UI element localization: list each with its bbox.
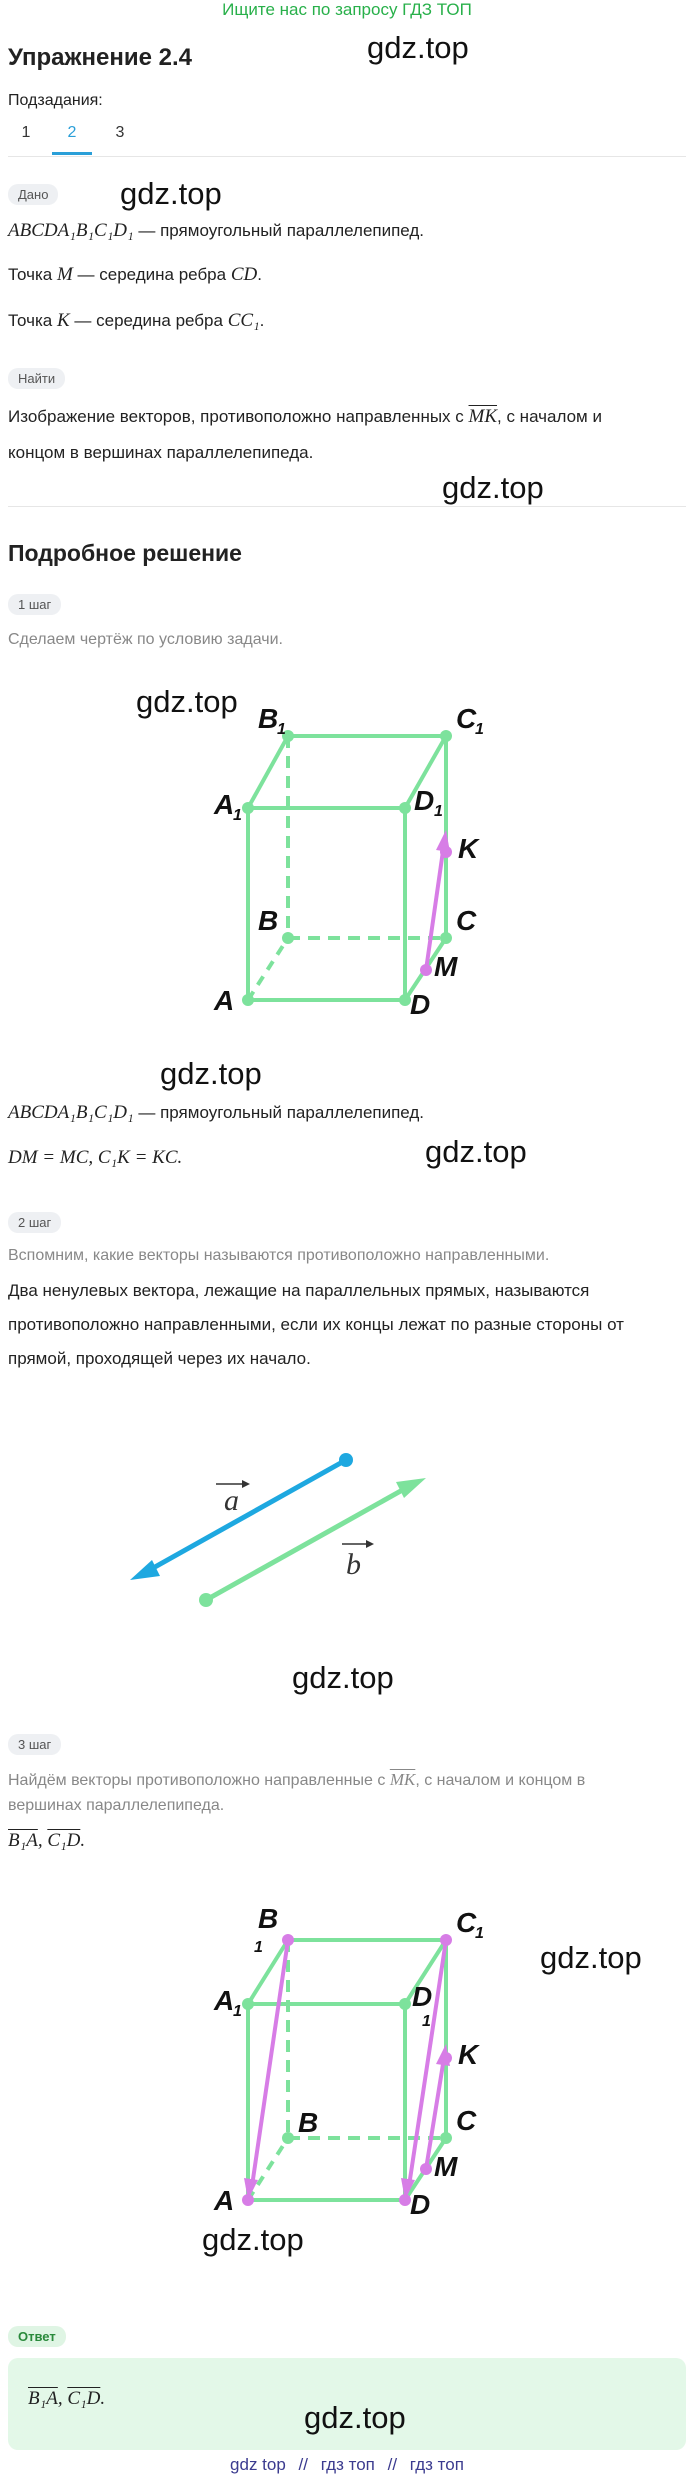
watermark: gdz.top (120, 176, 222, 211)
text: Найдём векторы противоположно направленные с (8, 1772, 390, 1789)
vector-a-overarrow-head (242, 1480, 250, 1488)
step-2-text-3: прямой, проходящей через их начало. (8, 1349, 311, 1368)
label-a1-sub: 1 (233, 2003, 242, 2020)
text: — середина ребра (69, 311, 228, 330)
text: Точка (8, 311, 57, 330)
find-line-2: концом в вершинах параллелепипеда. (8, 443, 314, 462)
watermark: gdz.top (442, 470, 544, 505)
label-k: K (458, 833, 479, 864)
tab-1[interactable]: 1 (21, 124, 31, 141)
vector-b-arrowhead (396, 1478, 426, 1498)
vector-a-label: a (224, 1484, 239, 1517)
solution-title: Подробное решение (8, 540, 242, 566)
point-m-dot (420, 964, 432, 976)
label-k: K (458, 2039, 479, 2070)
step-1-line-1 (8, 1100, 424, 1126)
step-3-hint-1 (8, 1768, 585, 1793)
given-badge: Дано (8, 184, 58, 205)
given-figure-name: ABCDA₁B₁C₁D₁ (8, 220, 134, 241)
divider (8, 506, 686, 507)
given-line-1 (8, 218, 424, 244)
figure-name: ABCDA₁B₁C₁D₁ (8, 1102, 134, 1123)
footer-links (0, 2455, 694, 2475)
label-c1-sub: 1 (475, 721, 484, 738)
page-title: Упражнение 2.4 (8, 44, 193, 71)
label-c1: C (456, 703, 477, 734)
point-k: K (56, 310, 70, 331)
step-2-text-1: Два ненулевых вектора, лежащие на параллельных прямых, называются (8, 1281, 590, 1300)
active-tab-indicator (52, 152, 92, 155)
label-c1: C (456, 1907, 477, 1938)
label-d: D (410, 2189, 431, 2220)
point-m: M (56, 264, 73, 285)
label-m: M (434, 951, 458, 982)
label-c1-sub: 1 (475, 1925, 484, 1942)
subtasks-label: Подзадания: (8, 92, 103, 109)
step-2-badge: 2 шаг (8, 1212, 61, 1233)
footer-separator: // (298, 2455, 308, 2474)
step-2-text-2: противоположно направленными, если их концы лежат по разные стороны от (8, 1315, 624, 1334)
hidden-edge (248, 938, 288, 1000)
step-3-hint-2: вершинах параллелепипеда. (8, 1797, 225, 1814)
edge (248, 736, 288, 808)
step-1-hint: Сделаем чертёж по условию задачи. (8, 631, 283, 648)
vector-b-start (199, 1593, 213, 1607)
step-3-vectors: B₁A, C₁D. (8, 1830, 86, 1851)
label-b1: B (258, 1903, 279, 1934)
label-d: D (410, 989, 431, 1020)
label-b1-sub: 1 (277, 721, 286, 738)
vectors-figure (110, 1440, 440, 1620)
step-1-badge: 1 шаг (8, 594, 61, 615)
parallelepiped-figure (200, 680, 500, 1020)
vector-a-arrowhead (130, 1560, 160, 1580)
text: . (259, 311, 265, 330)
point-k-dot (440, 846, 452, 858)
divider (8, 156, 686, 157)
given-line-2 (8, 262, 262, 288)
watermark: gdz.top (160, 1056, 262, 1091)
label-d1-sub: 1 (434, 803, 443, 820)
given-line-1-text: — прямоугольный параллелепипед. (133, 221, 425, 240)
find-badge: Найти (8, 368, 65, 389)
given-line-3 (8, 308, 264, 334)
step-1-line-2 (8, 1145, 182, 1171)
watermark: gdz.top (202, 2222, 304, 2257)
footer-link[interactable]: гдз топ (320, 2455, 375, 2474)
label-a: A (214, 985, 235, 1016)
step-2-hint: Вспомним, какие векторы называются противоположно направленными. (8, 1247, 550, 1264)
label-b: B (258, 905, 279, 936)
label-a1: A (214, 1985, 235, 2016)
answer-vectors: B₁A, C₁D. (28, 2388, 106, 2409)
watermark: gdz.top (292, 1660, 394, 1695)
vector-b1a: B₁A (8, 1830, 38, 1851)
top-search-link[interactable]: Ищите нас по запросу ГДЗ ТОП (222, 0, 472, 19)
watermark: gdz.top (425, 1134, 527, 1169)
text: . (100, 2388, 106, 2409)
footer-separator: // (387, 2455, 398, 2474)
label-c: C (456, 905, 477, 936)
label-a1-sub: 1 (233, 807, 242, 824)
text: , с началом и концом в (415, 1772, 586, 1789)
text: — середина ребра (72, 265, 231, 284)
vector-mk: $\overline{MK}$ (468, 406, 498, 427)
vector-a-line (146, 1460, 346, 1572)
label-d1: D (414, 785, 435, 816)
answer-badge: Ответ (8, 2326, 66, 2347)
label-m: M (434, 2151, 458, 2182)
label-d1: D (412, 1981, 433, 2012)
label-b: B (298, 2107, 319, 2138)
vector-c1d: C₁D (67, 2388, 101, 2409)
watermark: gdz.top (540, 1940, 642, 1975)
vector-b1a: B₁A (28, 2388, 58, 2409)
vector-c1d: C₁D (47, 1830, 81, 1851)
label-d1-sub: 1 (422, 2013, 431, 2030)
equalities: DM = MC, C₁K = KC. (8, 1147, 183, 1168)
text: , с началом и (497, 407, 602, 426)
edge-cd: CD (230, 264, 258, 285)
edge-cc1: CC₁ (227, 310, 260, 331)
watermark: gdz.top (136, 684, 238, 719)
footer-link[interactable]: гдз топ (409, 2455, 464, 2474)
text: Точка (8, 265, 57, 284)
vector-b-overarrow-head (366, 1540, 374, 1548)
tab-2[interactable]: 2 (67, 124, 77, 141)
watermark: gdz.top (367, 30, 469, 65)
tab-3[interactable]: 3 (115, 124, 125, 141)
text: . (257, 265, 262, 284)
step-3-badge: 3 шаг (8, 1734, 61, 1755)
text: Изображение векторов, противоположно направленных с (8, 407, 469, 426)
watermark: gdz.top (304, 2400, 406, 2435)
label-a1: A (214, 789, 235, 820)
answer-parallelepiped-figure (200, 1900, 500, 2240)
label-b1-sub: 1 (254, 1939, 263, 1956)
vector-mk: $\overline{MK}$ (389, 1770, 416, 1789)
label-c: C (456, 2105, 477, 2136)
text: — прямоугольный параллелепипед. (133, 1103, 425, 1122)
label-a: A (214, 2185, 235, 2216)
find-line-1 (8, 404, 602, 430)
vector-a-start (339, 1453, 353, 1467)
vector-b-label: b (346, 1548, 361, 1581)
footer-link[interactable]: gdz top (230, 2455, 286, 2474)
label-b1: B (258, 703, 279, 734)
